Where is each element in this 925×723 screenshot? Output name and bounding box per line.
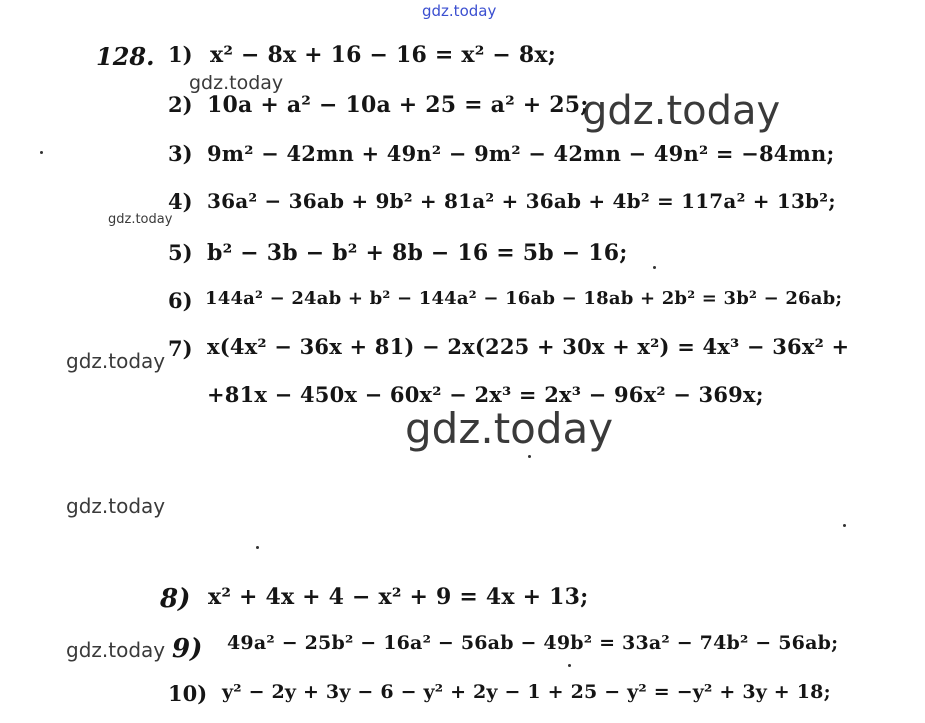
problem-number: 128. bbox=[96, 42, 155, 71]
scan-speck bbox=[40, 151, 43, 154]
watermark: gdz.today bbox=[405, 404, 614, 453]
item-expression: x² − 8x + 16 − 16 = x² − 8x; bbox=[210, 42, 557, 68]
item-expression: b² − 3b − b² + 8b − 16 = 5b − 16; bbox=[207, 240, 628, 266]
item-label: 4) bbox=[168, 189, 193, 214]
item-expression: y² − 2y + 3y − 6 − y² + 2y − 1 + 25 − y² = −y² + 3y + 18; bbox=[222, 681, 831, 703]
item-label: 1) bbox=[168, 42, 193, 67]
scan-speck bbox=[528, 455, 531, 458]
scan-speck bbox=[256, 546, 259, 549]
item-label bbox=[160, 584, 190, 614]
scan-speck bbox=[653, 266, 656, 269]
item-label: 5) bbox=[168, 240, 193, 265]
item-expression-continued: +81x − 450x − 60x² − 2x³ = 2x³ − 96x² − 369x; bbox=[207, 382, 764, 407]
item-label-text: 9) bbox=[172, 634, 203, 664]
watermark: gdz.today bbox=[582, 88, 781, 134]
item-label: 3) bbox=[168, 141, 193, 166]
item-expression: 9m² − 42mn + 49n² − 9m² − 42mn − 49n² = −84mn; bbox=[207, 141, 835, 166]
item-expression: x(4x² − 36x + 81) − 2x(225 + 30x + x²) = 4x³ − 36x² + bbox=[207, 334, 850, 359]
watermark-top: gdz.today bbox=[422, 2, 497, 20]
item-expression: 144a² − 24ab + b² − 144a² − 16ab − 18ab + 2b² = 3b² − 26ab; bbox=[205, 288, 843, 309]
watermark: gdz.today bbox=[66, 638, 166, 662]
item-expression: x² + 4x + 4 − x² + 9 = 4x + 13; bbox=[208, 584, 589, 610]
item-label: 7) bbox=[168, 336, 193, 361]
item-expression: 10a + a² − 10a + 25 = a² + 25; bbox=[207, 92, 589, 118]
item-label-text: 8) bbox=[160, 584, 191, 614]
item-label: 2) bbox=[168, 92, 193, 117]
item-label bbox=[172, 634, 202, 664]
watermark: gdz.today bbox=[108, 212, 173, 227]
watermark: gdz.today bbox=[189, 72, 284, 94]
scan-speck bbox=[568, 664, 571, 667]
watermark: gdz.today bbox=[66, 494, 166, 518]
item-expression: 49a² − 25b² − 16a² − 56ab − 49b² = 33a² − 74b² − 56ab; bbox=[227, 632, 839, 654]
item-label: 10) bbox=[168, 681, 208, 706]
watermark: gdz.today bbox=[66, 349, 166, 373]
scan-speck bbox=[843, 524, 846, 527]
item-expression: 36a² − 36ab + 9b² + 81a² + 36ab + 4b² = 117a² + 13b²; bbox=[207, 189, 836, 213]
item-label: 6) bbox=[168, 288, 193, 313]
